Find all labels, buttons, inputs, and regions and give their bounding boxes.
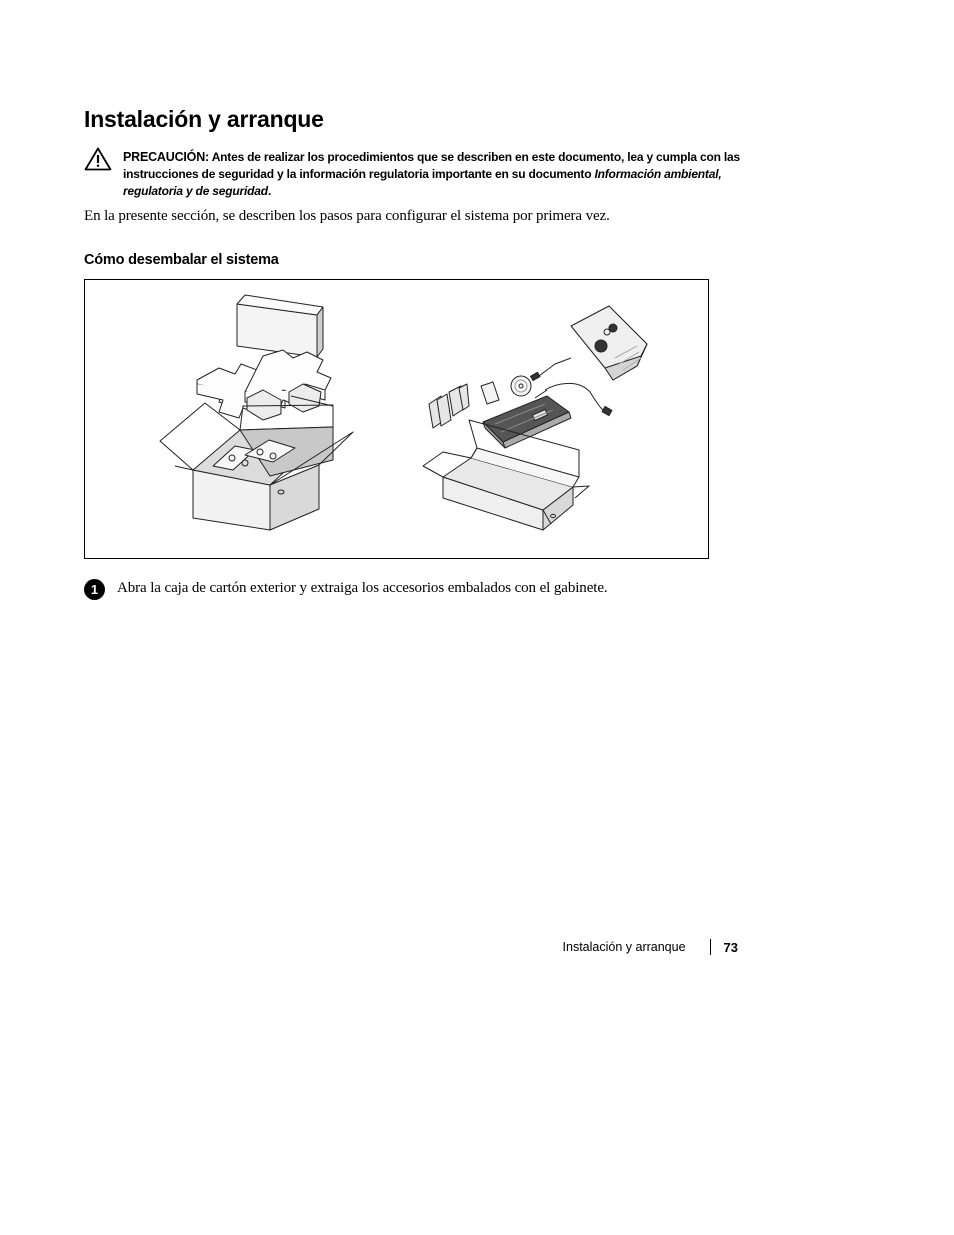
page-title: Instalación y arranque: [84, 106, 324, 132]
caution-text: [123, 149, 753, 200]
page-footer: [563, 938, 738, 956]
page-number: 73: [723, 939, 738, 955]
step-text: Abra la caja de cartón exterior y extraiga los accesorios embalados con el gabinete.: [117, 580, 608, 596]
section-heading: Cómo desembalar el sistema: [84, 252, 279, 268]
step-number-badge: 1: [84, 579, 105, 600]
warning-triangle-icon: [84, 147, 112, 171]
documentation-folder: [571, 306, 647, 380]
caution-label: PRECAUCIÓN:: [123, 150, 209, 164]
info-card: [481, 382, 499, 404]
foam-lid: [237, 295, 323, 357]
foam-end-caps: [197, 350, 331, 420]
intro-paragraph: En la presente sección, se describen los pasos para configurar el sistema por primera vez.: [84, 208, 610, 224]
caution-end: .: [267, 184, 271, 198]
footer-section-title: Instalación y arranque: [562, 940, 686, 954]
footer-divider: [710, 939, 711, 955]
mounting-brackets: [429, 384, 469, 428]
rack-tray: [483, 396, 571, 448]
caution-body: Antes de realizar los procedimientos que se describen en este documento, lea y cumpla con las instrucciones de seguridad y la información regulatoria importante en su documento: [123, 150, 740, 181]
caution-doc-title: Información ambiental, regulatoria y de seguridad: [123, 167, 722, 198]
unpacking-illustration: [84, 279, 709, 559]
cd-disc: [511, 376, 531, 396]
